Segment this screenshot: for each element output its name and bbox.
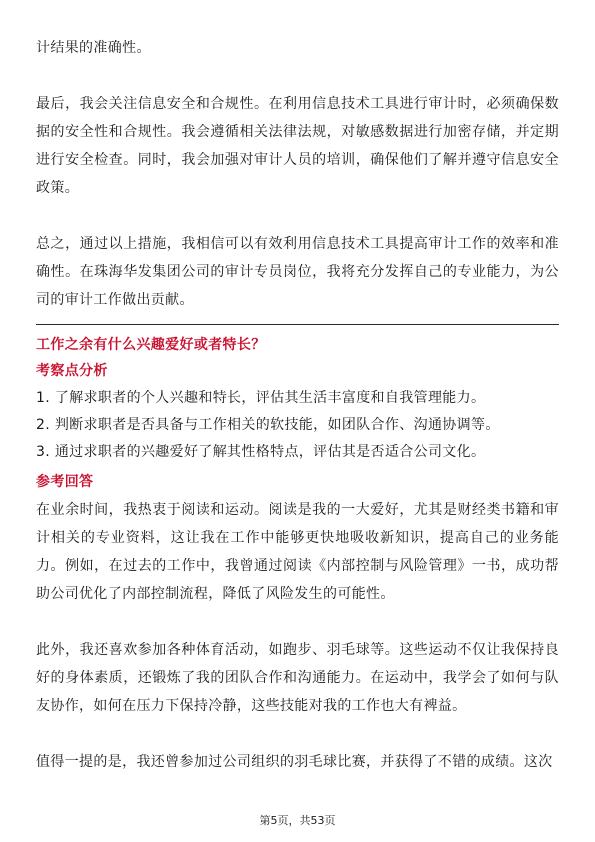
answer-heading: 参考回答 bbox=[36, 474, 94, 490]
list-item: 3. 通过求职者的兴趣爱好了解其性格特点，评估其是否适合公司文化。 bbox=[36, 444, 486, 460]
analysis-heading: 考察点分析 bbox=[36, 363, 108, 379]
body-paragraph: 最后，我会关注信息安全和合规性。在利用信息技术工具进行审计时，必须确保数据的安全性和合规性。我会遵循相关法律法规，对敏感数据进行加密存储，并定期进行安全检查。同时，我会加强对审计人员的培训，确保他们了解并遵守信息安全政策。 bbox=[36, 96, 559, 196]
analysis-list bbox=[36, 385, 559, 466]
answer-paragraph: 值得一提的是，我还曾参加过公司组织的羽毛球比赛，并获得了不错的成绩。这次 bbox=[36, 754, 553, 770]
interview-question: 工作之余有什么兴趣爱好或者特长？ bbox=[36, 337, 266, 353]
section-divider bbox=[36, 324, 559, 325]
page-number: 第5页，共53页 bbox=[259, 814, 336, 827]
answer-paragraph: 此外，我还喜欢参加各种体育活动，如跑步、羽毛球等。这些运动不仅让我保持良好的身体素质，还锻炼了我的团队合作和沟通能力。在运动中，我学会了如何与队友协作，如何在压力下保持冷静，这些技能对我的工作也大有裨益。 bbox=[36, 642, 559, 714]
body-paragraph: 总之，通过以上措施，我相信可以有效利用信息技术工具提高审计工作的效率和准确性。在珠海华发集团公司的审计专员岗位，我将充分发挥自己的专业能力，为公司的审计工作做出贡献。 bbox=[36, 236, 559, 308]
body-paragraph: 计结果的准确性。 bbox=[36, 40, 151, 56]
list-item: 1. 了解求职者的个人兴趣和特长，评估其生活丰富度和自我管理能力。 bbox=[36, 390, 486, 406]
list-item: 2. 判断求职者是否具备与工作相关的软技能，如团队合作、沟通协调等。 bbox=[36, 417, 500, 433]
page-content bbox=[36, 34, 559, 776]
answer-paragraph: 在业余时间，我热衷于阅读和运动。阅读是我的一大爱好，尤其是财经类书籍和审计相关的专业资料，这让我在工作中能够更快地吸收新知识，提高自己的业务能力。例如，在过去的工作中，我曾通过阅读《内部控制与风险管理》一书，成功帮助公司优化了内部控制流程，降低了风险发生的可能性。 bbox=[36, 502, 559, 602]
